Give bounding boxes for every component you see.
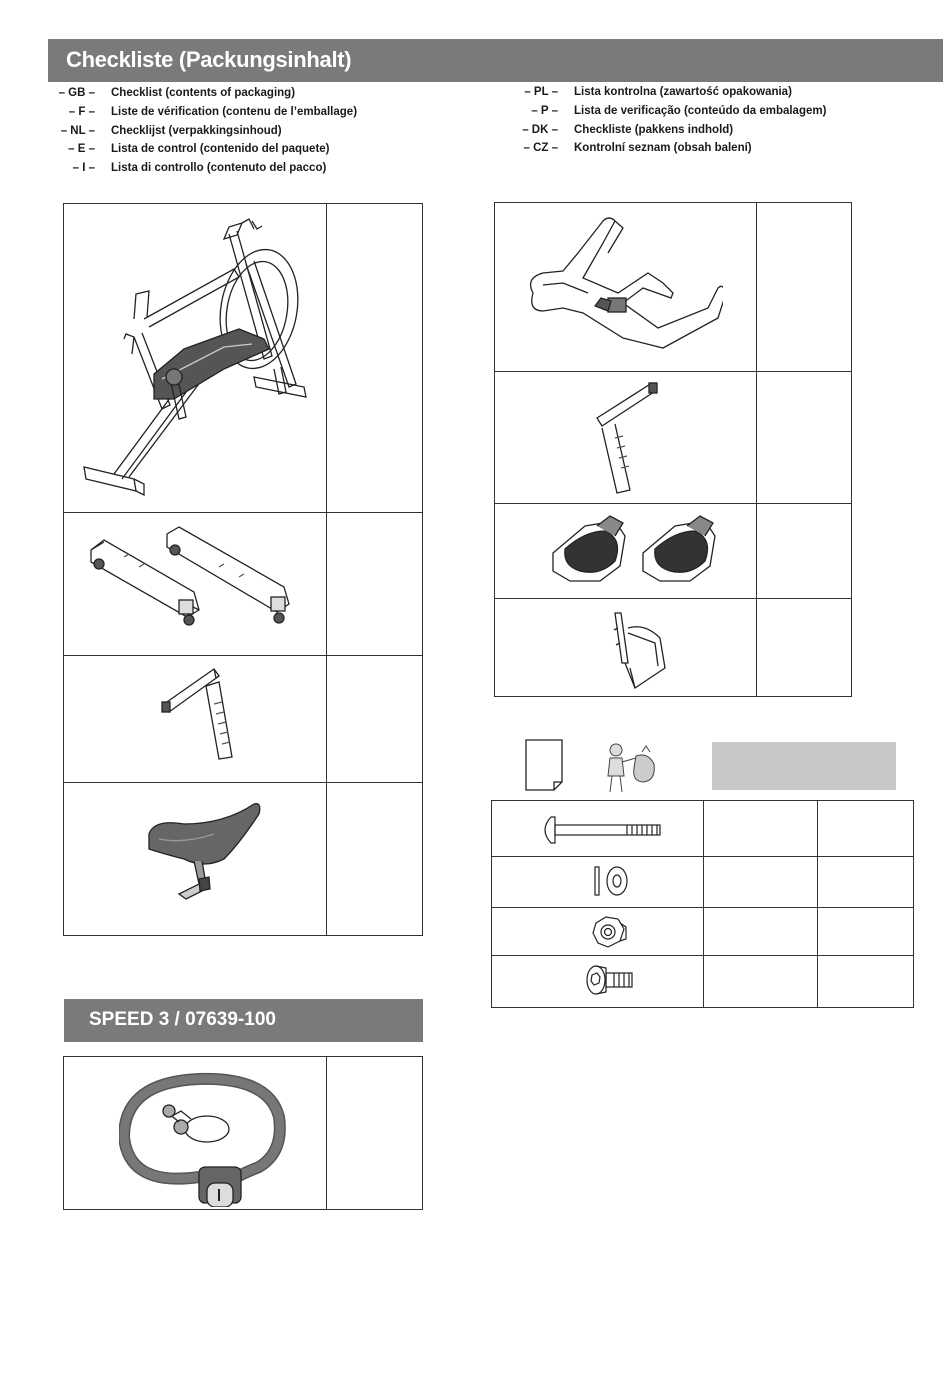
language-row <box>48 103 357 122</box>
accessory-table <box>63 1056 423 1210</box>
language-text: Lista de verificação (conteúdo da embalagem) <box>574 104 827 117</box>
language-code: – P – <box>531 104 558 117</box>
parts-table-left <box>63 203 423 936</box>
language-row <box>510 83 826 102</box>
row-divider <box>495 371 851 372</box>
row-divider <box>64 655 422 656</box>
language-text: Lista kontrolna (zawartość opakowania) <box>574 86 792 98</box>
language-row <box>510 139 826 158</box>
language-code: – NL – <box>60 124 95 137</box>
seat-post-illustration <box>154 664 264 779</box>
language-list-right <box>510 83 826 158</box>
bottle-holder-illustration <box>600 608 680 693</box>
language-code: – PL – <box>524 86 558 98</box>
accessory-header-bar <box>64 999 423 1042</box>
language-code: – E – <box>68 143 95 156</box>
language-text: Kontrolní seznam (obsah balení) <box>574 142 752 155</box>
header-bar <box>48 39 943 82</box>
document-icon <box>524 738 566 792</box>
language-code: – GB – <box>58 87 95 99</box>
nut-icon <box>590 915 630 949</box>
language-text: Checklist (contents of packaging) <box>111 87 296 99</box>
row-divider <box>495 503 851 504</box>
language-code: – DK – <box>522 123 558 136</box>
hex-screw-icon <box>584 963 636 997</box>
bike-frame-illustration <box>74 209 319 504</box>
column-divider <box>756 203 757 696</box>
page-title: Checkliste (Packungsinhalt) <box>66 47 352 72</box>
hardware-table <box>491 800 914 1008</box>
row-divider <box>64 782 422 783</box>
handlebar-post-illustration <box>587 378 677 503</box>
saddle-illustration <box>144 799 269 914</box>
language-text: Liste de vérification (contenu de l’emballage) <box>111 105 358 118</box>
pedals-illustration <box>545 511 720 596</box>
handlebar-illustration <box>523 213 723 363</box>
accessory-title: SPEED 3 / 07639-100 <box>89 1009 276 1030</box>
parts-table-right <box>494 202 852 697</box>
language-text: Checkliste (pakkens indhold) <box>574 123 734 136</box>
language-text: Lista de control (contenido del paquete) <box>111 143 330 156</box>
row-divider <box>492 955 913 956</box>
row-divider <box>492 856 913 857</box>
language-row <box>48 122 357 141</box>
language-text: Lista di controllo (contenuto del pacco) <box>111 162 327 175</box>
language-code: – I – <box>72 162 95 175</box>
column-divider <box>326 204 327 935</box>
hardware-bag-figure-icon <box>598 738 666 794</box>
row-divider <box>64 512 422 513</box>
column-divider <box>326 1057 327 1209</box>
language-row <box>510 121 826 140</box>
row-divider <box>492 907 913 908</box>
hardware-label-box <box>712 742 896 790</box>
language-list-left <box>48 84 357 178</box>
washer-icon <box>592 863 632 899</box>
column-divider <box>817 801 818 1007</box>
language-code: – CZ – <box>523 142 558 155</box>
language-text: Checklijst (verpakkingsinhoud) <box>111 124 282 137</box>
language-row <box>48 84 357 103</box>
carriage-bolt-icon <box>537 815 667 845</box>
cable-lock-illustration <box>119 1067 299 1207</box>
language-row <box>48 159 357 178</box>
language-code: – F – <box>68 105 95 118</box>
language-row <box>48 140 357 159</box>
row-divider <box>495 598 851 599</box>
column-divider <box>703 801 704 1007</box>
stabilizer-feet-illustration <box>79 522 319 627</box>
language-row <box>510 102 826 121</box>
